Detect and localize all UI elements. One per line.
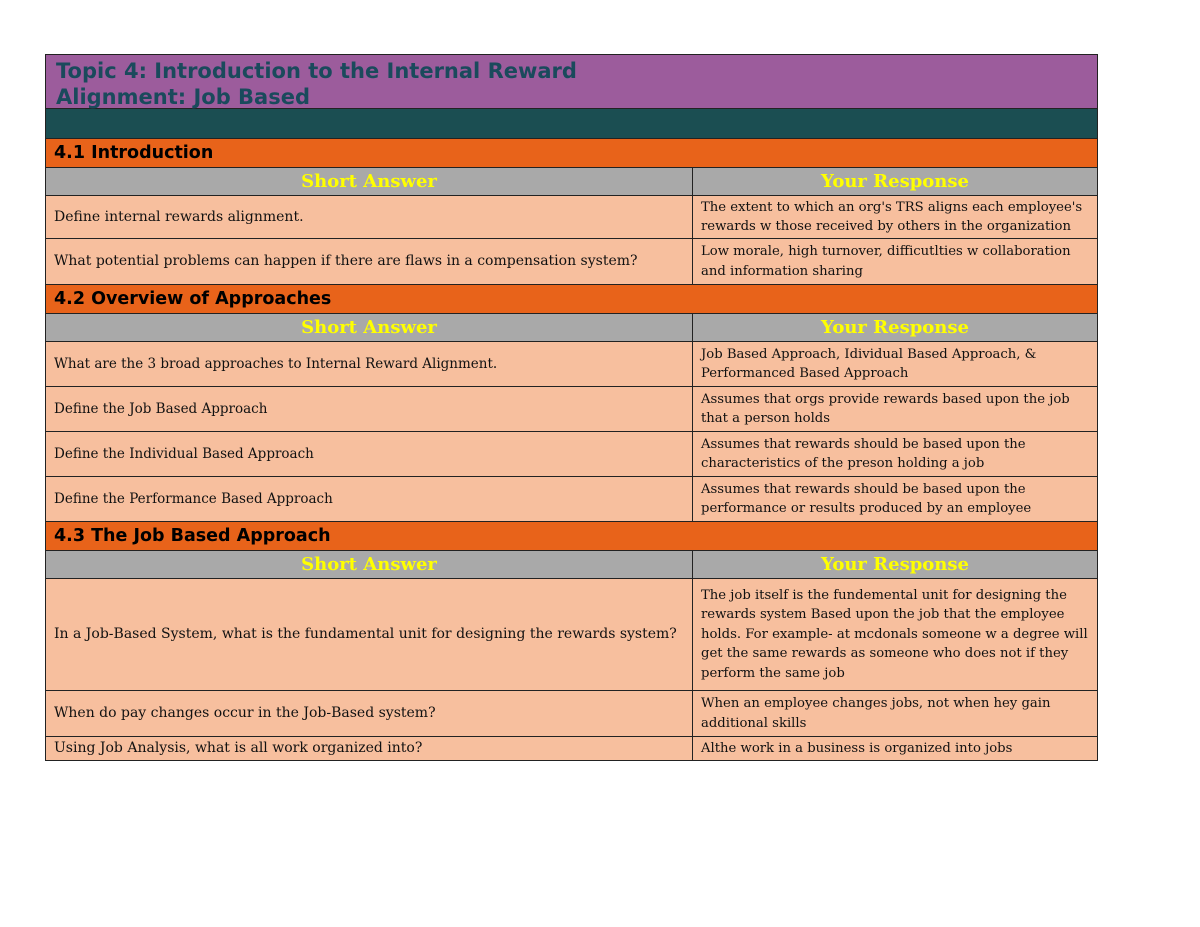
table-row — [45, 342, 1098, 387]
question-cell[interactable]: When do pay changes occur in the Job-Based system? — [46, 691, 693, 736]
question-cell[interactable]: Define internal rewards alignment. — [46, 196, 693, 238]
column-header-your-response: Your Response — [821, 316, 969, 338]
response-cell[interactable]: When an employee changes jobs, not when hey gain additional skills — [701, 696, 1051, 731]
table-row — [45, 691, 1098, 737]
table-row — [45, 432, 1098, 477]
response-cell[interactable]: The extent to which an org's TRS aligns each employee's rewards w those received by others in the organization — [701, 199, 1083, 234]
teal-divider-bar — [45, 109, 1098, 139]
response-cell[interactable]: Althe work in a business is organized into jobs — [701, 740, 1013, 756]
section-heading: 4.3 The Job Based Approach — [45, 522, 1098, 551]
question-cell[interactable]: Define the Individual Based Approach — [46, 432, 693, 476]
column-header-row — [45, 314, 1098, 342]
table-row — [45, 387, 1098, 432]
title-line-2: Alignment: Job Based — [56, 85, 310, 109]
response-cell[interactable]: Assumes that rewards should be based upon the characteristics of the preson holding a job — [701, 436, 1026, 471]
response-cell[interactable]: Job Based Approach, Idividual Based Approach, & Performanced Based Approach — [701, 346, 1037, 381]
table-row — [45, 579, 1098, 691]
column-header-row — [45, 551, 1098, 579]
question-cell[interactable]: In a Job-Based System, what is the fundamental unit for designing the rewards system? — [46, 579, 693, 690]
worksheet — [45, 54, 1098, 761]
question-cell[interactable]: What potential problems can happen if there are flaws in a compensation system? — [46, 239, 693, 284]
response-cell[interactable]: The job itself is the fundemental unit for designing the rewards system Based upon the job that the employee holds. For example- at mcdonals someone w a degree will get the same rewards as someone who does not if they perform the same job — [701, 587, 1088, 681]
question-cell[interactable]: What are the 3 broad approaches to Internal Reward Alignment. — [46, 342, 693, 386]
table-row — [45, 737, 1098, 761]
column-header-short-answer: Short Answer — [46, 551, 693, 578]
response-cell[interactable]: Assumes that rewards should be based upon the performance or results produced by an employee — [701, 481, 1032, 516]
table-row — [45, 477, 1098, 522]
response-cell[interactable]: Low morale, high turnover, difficutlties w collaboration and information sharing — [701, 244, 1071, 279]
question-cell[interactable]: Define the Job Based Approach — [46, 387, 693, 431]
section-heading: 4.2 Overview of Approaches — [45, 285, 1098, 314]
column-header-row — [45, 168, 1098, 196]
page-title — [45, 54, 1098, 109]
column-header-short-answer: Short Answer — [46, 168, 693, 195]
question-cell[interactable]: Using Job Analysis, what is all work organized into? — [46, 737, 693, 760]
section-heading: 4.1 Introduction — [45, 139, 1098, 168]
table-row — [45, 239, 1098, 285]
response-cell[interactable]: Assumes that orgs provide rewards based upon the job that a person holds — [701, 391, 1070, 426]
table-row — [45, 196, 1098, 239]
question-cell[interactable]: Define the Performance Based Approach — [46, 477, 693, 521]
column-header-short-answer: Short Answer — [46, 314, 693, 341]
column-header-your-response: Your Response — [821, 170, 969, 192]
title-line-1: Topic 4: Introduction to the Internal Reward — [56, 59, 577, 83]
column-header-your-response: Your Response — [821, 553, 969, 575]
